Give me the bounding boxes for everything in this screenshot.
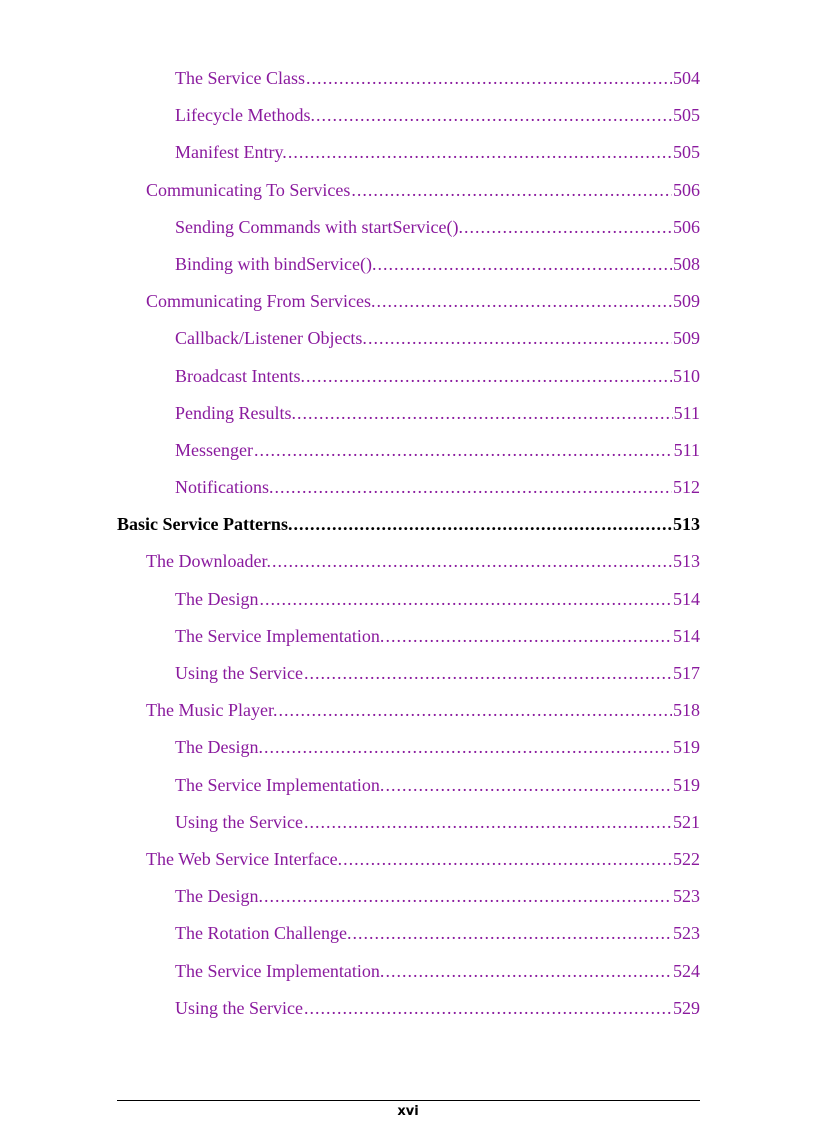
toc-entry-title: Communicating To Services	[146, 179, 351, 200]
toc-chapter-entry[interactable]	[0, 506, 816, 543]
toc-subsection-entry[interactable]	[0, 209, 816, 246]
toc-entry-title: Using the Service	[175, 811, 303, 832]
toc-dot-leader	[464, 209, 672, 246]
toc-dot-leader	[272, 543, 672, 580]
toc-entry-page-number: 509	[673, 291, 700, 312]
toc-entry-title: The Music Player.	[146, 700, 278, 721]
toc-entry-title: The Rotation Challenge.	[175, 923, 352, 944]
toc-entry-title: The Design	[175, 588, 259, 609]
toc-dot-leader	[288, 134, 672, 171]
toc-entry-title: Using the Service	[175, 663, 303, 683]
toc-entry-title: The Downloader.	[146, 551, 271, 572]
toc-entry-page-number: 529	[673, 997, 700, 1018]
toc-dot-leader	[254, 432, 673, 469]
toc-dot-leader	[352, 915, 672, 952]
toc-dot-leader	[368, 320, 672, 357]
toc-subsection-entry[interactable]	[0, 990, 816, 1027]
toc-entry-title: Lifecycle Methods.	[175, 105, 315, 126]
footer-page-number: xvi	[397, 1104, 419, 1119]
toc-entry-page-number: 523	[673, 886, 700, 907]
toc-subsection-entry[interactable]	[0, 395, 816, 432]
toc-entry-page-number: 519	[673, 774, 700, 795]
toc-entry-page-number: 506	[673, 179, 700, 200]
footer-divider	[117, 1100, 700, 1101]
toc-entry-page-number: 517	[673, 663, 700, 683]
toc-entry-page-number: 505	[673, 142, 700, 163]
toc-entry-page-number: 513	[673, 514, 700, 535]
toc-entry-title: The Design.	[175, 737, 263, 758]
toc-entry-title: The Service Implementation.	[175, 960, 385, 981]
toc-subsection-entry[interactable]	[0, 767, 816, 804]
toc-entry-page-number: 514	[673, 588, 700, 609]
toc-subsection-entry[interactable]	[0, 320, 816, 357]
toc-entry-page-number: 511	[673, 439, 700, 460]
toc-entry-title: The Service Implementation.	[175, 774, 385, 795]
toc-dot-leader	[304, 990, 672, 1027]
toc-entry-page-number: 505	[673, 105, 700, 126]
toc-dot-leader	[351, 172, 672, 209]
toc-subsection-entry[interactable]	[0, 729, 816, 766]
toc-subsection-entry[interactable]	[0, 358, 816, 395]
toc-subsection-entry[interactable]	[0, 469, 816, 506]
toc-entry-page-number: 518	[673, 700, 700, 721]
toc-entry-title: The Design.	[175, 886, 263, 907]
toc-dot-leader	[385, 618, 672, 655]
toc-entry-page-number: 523	[673, 923, 700, 944]
toc-entry-title: Manifest Entry.	[175, 142, 287, 163]
toc-section-entry[interactable]	[0, 692, 816, 729]
toc-dot-leader	[274, 469, 672, 506]
toc-entry-title: Broadcast Intents.	[175, 365, 305, 386]
toc-dot-leader	[259, 581, 672, 618]
toc-subsection-entry[interactable]	[0, 878, 816, 915]
toc-entry-title: Notifications.	[175, 477, 274, 498]
toc-entry-title: Basic Service Patterns.	[117, 514, 293, 535]
toc-entry-page-number: 509	[673, 328, 700, 349]
toc-entry-page-number: 511	[673, 402, 700, 423]
toc-section-entry[interactable]	[0, 283, 816, 320]
toc-dot-leader	[377, 246, 672, 283]
toc-entry-title: Messenger	[175, 439, 253, 460]
toc-dot-leader	[297, 395, 673, 432]
toc-entry-page-number: 512	[673, 477, 700, 498]
toc-entry-page-number: 519	[673, 737, 700, 758]
toc-entry-page-number: 513	[673, 551, 700, 572]
toc-entry-title: Using the Service	[175, 997, 303, 1018]
toc-dot-leader	[306, 60, 672, 97]
toc-dot-leader	[316, 97, 672, 134]
toc-entry-page-number: 506	[673, 216, 700, 237]
toc-dot-leader	[264, 729, 672, 766]
toc-entry-page-number: 514	[673, 625, 700, 646]
toc-subsection-entry[interactable]	[0, 915, 816, 952]
toc-subsection-entry[interactable]	[0, 432, 816, 469]
toc-dot-leader	[304, 804, 672, 841]
toc-subsection-entry[interactable]	[0, 953, 816, 990]
toc-entry-title: The Service Implementation.	[175, 625, 385, 646]
toc-entry-title: The Service Class	[175, 68, 305, 88]
toc-dot-leader	[385, 953, 672, 990]
toc-entry-title: Communicating From Services.	[146, 291, 376, 312]
toc-dot-leader	[343, 841, 672, 878]
toc-subsection-entry[interactable]	[0, 804, 816, 841]
toc-subsection-entry[interactable]	[0, 246, 816, 283]
toc-entry-title: Pending Results.	[175, 402, 297, 423]
toc-entry-page-number: 524	[673, 960, 700, 981]
toc-subsection-entry[interactable]	[0, 97, 816, 134]
toc-subsection-entry[interactable]	[0, 581, 816, 618]
toc-dot-leader	[278, 692, 672, 729]
toc-dot-leader	[385, 767, 672, 804]
toc-subsection-entry[interactable]	[0, 60, 816, 97]
toc-entry-title: Binding with bindService().	[175, 253, 377, 274]
toc-entry-page-number: 504	[673, 68, 700, 88]
toc-entry-title: Sending Commands with startService().	[175, 216, 463, 237]
toc-section-entry[interactable]	[0, 841, 816, 878]
toc-subsection-entry[interactable]	[0, 655, 816, 692]
toc-entry-title: Callback/Listener Objects.	[175, 328, 367, 349]
toc-entry-page-number: 522	[673, 848, 700, 869]
toc-subsection-entry[interactable]	[0, 618, 816, 655]
toc-entry-page-number: 510	[673, 365, 700, 386]
toc-dot-leader	[306, 358, 672, 395]
toc-entry-page-number: 508	[673, 253, 700, 274]
toc-subsection-entry[interactable]	[0, 134, 816, 171]
toc-entry-title: The Web Service Interface.	[146, 848, 343, 869]
toc-section-entry[interactable]	[0, 543, 816, 580]
toc-dot-leader	[304, 655, 672, 692]
toc-entry-page-number: 521	[673, 811, 700, 832]
table-of-contents	[0, 60, 816, 1027]
toc-dot-leader	[376, 283, 672, 320]
toc-dot-leader	[264, 878, 672, 915]
toc-dot-leader	[293, 506, 672, 543]
toc-section-entry[interactable]	[0, 172, 816, 209]
